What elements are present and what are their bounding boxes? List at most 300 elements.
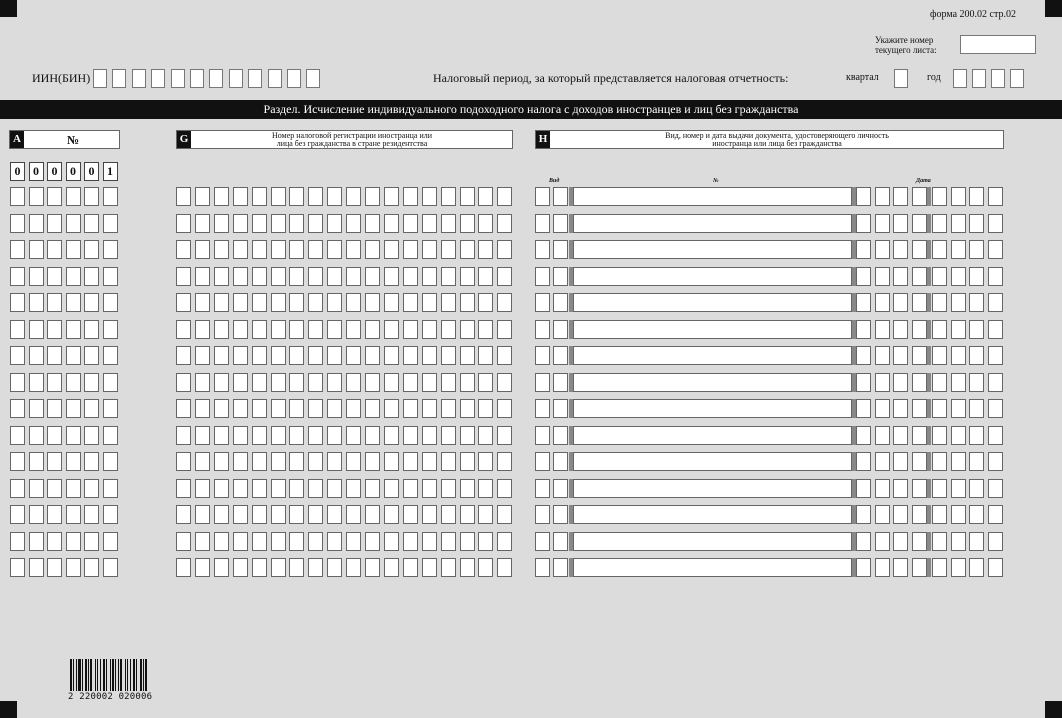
row-number-cell[interactable] (10, 532, 25, 551)
date-year-cell[interactable] (988, 452, 1003, 471)
tax-registration-cell[interactable] (233, 240, 248, 259)
date-year-cell[interactable] (988, 505, 1003, 524)
date-year-cell[interactable] (988, 214, 1003, 233)
date-day-cell[interactable] (875, 293, 890, 312)
row-number-cell[interactable] (84, 293, 99, 312)
document-number-field[interactable] (573, 214, 852, 233)
tax-registration-cell[interactable] (384, 346, 399, 365)
row-number-cell[interactable] (103, 320, 118, 339)
tax-registration-cell[interactable] (308, 240, 323, 259)
date-month-cell[interactable] (893, 479, 908, 498)
tax-registration-cell[interactable] (346, 479, 361, 498)
tax-registration-cell[interactable] (271, 346, 286, 365)
tax-registration-cell[interactable] (346, 346, 361, 365)
row-number-cell[interactable] (103, 373, 118, 392)
date-year-cell[interactable] (969, 293, 984, 312)
row-number-cell[interactable] (66, 373, 81, 392)
tax-registration-cell[interactable] (327, 399, 342, 418)
date-month-cell[interactable] (912, 267, 927, 286)
tax-registration-cell[interactable] (233, 399, 248, 418)
row-number-cell[interactable] (47, 346, 62, 365)
tax-registration-cell[interactable] (327, 240, 342, 259)
date-year-cell[interactable] (951, 267, 966, 286)
tax-registration-cell[interactable] (346, 532, 361, 551)
tax-registration-cell[interactable] (384, 452, 399, 471)
date-year-cell[interactable] (951, 505, 966, 524)
tax-registration-cell[interactable] (365, 373, 380, 392)
tax-registration-cell[interactable] (308, 399, 323, 418)
tax-registration-cell[interactable] (195, 267, 210, 286)
tax-registration-cell[interactable] (403, 267, 418, 286)
tax-registration-cell[interactable] (195, 505, 210, 524)
date-year-cell[interactable] (932, 187, 947, 206)
tax-registration-cell[interactable] (441, 293, 456, 312)
document-kind-cell[interactable] (535, 373, 550, 392)
date-year-cell[interactable] (988, 240, 1003, 259)
tax-registration-cell[interactable] (195, 214, 210, 233)
tax-registration-cell[interactable] (195, 399, 210, 418)
tax-registration-cell[interactable] (233, 558, 248, 577)
document-number-field[interactable] (573, 505, 852, 524)
date-month-cell[interactable] (912, 346, 927, 365)
row-number-cell[interactable] (66, 267, 81, 286)
date-year-cell[interactable] (951, 240, 966, 259)
document-number-field[interactable] (573, 399, 852, 418)
row-number-cell[interactable] (29, 426, 44, 445)
document-number-field[interactable] (573, 293, 852, 312)
date-year-cell[interactable] (951, 426, 966, 445)
date-year-cell[interactable] (951, 187, 966, 206)
row-number-cell[interactable] (103, 214, 118, 233)
tax-registration-cell[interactable] (365, 399, 380, 418)
date-year-cell[interactable] (969, 399, 984, 418)
iin-digit-box[interactable] (93, 69, 107, 88)
tax-registration-cell[interactable] (195, 373, 210, 392)
date-month-cell[interactable] (912, 532, 927, 551)
document-kind-cell[interactable] (535, 532, 550, 551)
date-day-cell[interactable] (856, 479, 871, 498)
row-number-cell[interactable] (47, 558, 62, 577)
tax-registration-cell[interactable] (327, 267, 342, 286)
tax-registration-cell[interactable] (252, 373, 267, 392)
date-year-cell[interactable] (988, 187, 1003, 206)
tax-registration-cell[interactable] (346, 505, 361, 524)
date-month-cell[interactable] (893, 214, 908, 233)
tax-registration-cell[interactable] (478, 426, 493, 445)
tax-registration-cell[interactable] (365, 426, 380, 445)
row-number-cell[interactable] (10, 187, 25, 206)
tax-registration-cell[interactable] (365, 532, 380, 551)
tax-registration-cell[interactable] (308, 505, 323, 524)
tax-registration-cell[interactable] (308, 373, 323, 392)
row-number-cell[interactable] (47, 373, 62, 392)
date-year-cell[interactable] (969, 346, 984, 365)
tax-registration-cell[interactable] (176, 532, 191, 551)
date-day-cell[interactable] (856, 320, 871, 339)
date-month-cell[interactable] (912, 505, 927, 524)
row-number-cell[interactable] (103, 532, 118, 551)
tax-registration-cell[interactable] (327, 320, 342, 339)
tax-registration-cell[interactable] (233, 505, 248, 524)
date-year-cell[interactable] (932, 240, 947, 259)
row-number-cell[interactable] (29, 479, 44, 498)
tax-registration-cell[interactable] (441, 505, 456, 524)
tax-registration-cell[interactable] (403, 373, 418, 392)
date-year-cell[interactable] (988, 293, 1003, 312)
iin-digit-box[interactable] (151, 69, 165, 88)
date-year-cell[interactable] (969, 373, 984, 392)
date-day-cell[interactable] (856, 214, 871, 233)
tax-registration-cell[interactable] (252, 532, 267, 551)
date-day-cell[interactable] (856, 373, 871, 392)
tax-registration-cell[interactable] (384, 293, 399, 312)
tax-registration-cell[interactable] (252, 426, 267, 445)
tax-registration-cell[interactable] (214, 373, 229, 392)
date-year-cell[interactable] (932, 452, 947, 471)
tax-registration-cell[interactable] (233, 214, 248, 233)
row-number-cell[interactable] (29, 293, 44, 312)
tax-registration-cell[interactable] (497, 558, 512, 577)
document-kind-cell[interactable] (553, 187, 568, 206)
tax-registration-cell[interactable] (422, 293, 437, 312)
document-kind-cell[interactable] (535, 187, 550, 206)
row-number-cell[interactable] (103, 240, 118, 259)
tax-registration-cell[interactable] (346, 240, 361, 259)
tax-registration-cell[interactable] (214, 558, 229, 577)
tax-registration-cell[interactable] (289, 426, 304, 445)
tax-registration-cell[interactable] (252, 558, 267, 577)
tax-registration-cell[interactable] (289, 267, 304, 286)
row-number-cell[interactable] (66, 293, 81, 312)
date-day-cell[interactable] (875, 267, 890, 286)
document-kind-cell[interactable] (553, 426, 568, 445)
row-number-cell[interactable] (10, 452, 25, 471)
tax-registration-cell[interactable] (327, 505, 342, 524)
tax-registration-cell[interactable] (327, 346, 342, 365)
date-year-cell[interactable] (932, 267, 947, 286)
date-day-cell[interactable] (875, 373, 890, 392)
tax-registration-cell[interactable] (478, 320, 493, 339)
row-number-cell[interactable] (103, 346, 118, 365)
tax-registration-cell[interactable] (289, 505, 304, 524)
tax-registration-cell[interactable] (478, 240, 493, 259)
row-number-cell[interactable] (47, 426, 62, 445)
tax-registration-cell[interactable] (346, 373, 361, 392)
tax-registration-cell[interactable] (308, 426, 323, 445)
date-day-cell[interactable] (875, 479, 890, 498)
row-number-cell[interactable] (103, 399, 118, 418)
date-year-cell[interactable] (951, 293, 966, 312)
row-number-cell[interactable] (29, 346, 44, 365)
document-kind-cell[interactable] (535, 240, 550, 259)
document-kind-cell[interactable] (535, 505, 550, 524)
tax-registration-cell[interactable] (195, 240, 210, 259)
tax-registration-cell[interactable] (252, 399, 267, 418)
tax-registration-cell[interactable] (233, 373, 248, 392)
date-year-cell[interactable] (951, 399, 966, 418)
date-day-cell[interactable] (875, 532, 890, 551)
date-year-cell[interactable] (951, 214, 966, 233)
tax-registration-cell[interactable] (497, 373, 512, 392)
tax-registration-cell[interactable] (384, 187, 399, 206)
tax-registration-cell[interactable] (308, 346, 323, 365)
row-number-cell[interactable] (66, 426, 81, 445)
date-month-cell[interactable] (912, 320, 927, 339)
iin-digit-box[interactable] (287, 69, 301, 88)
row-number-cell[interactable] (84, 346, 99, 365)
document-kind-cell[interactable] (535, 267, 550, 286)
tax-registration-cell[interactable] (441, 346, 456, 365)
tax-registration-cell[interactable] (233, 267, 248, 286)
tax-registration-cell[interactable] (403, 399, 418, 418)
date-year-cell[interactable] (969, 479, 984, 498)
tax-registration-cell[interactable] (478, 187, 493, 206)
document-number-field[interactable] (573, 426, 852, 445)
tax-registration-cell[interactable] (308, 214, 323, 233)
tax-registration-cell[interactable] (327, 426, 342, 445)
date-month-cell[interactable] (912, 479, 927, 498)
row-number-cell[interactable] (29, 532, 44, 551)
row-number-cell[interactable] (84, 187, 99, 206)
date-day-cell[interactable] (875, 452, 890, 471)
tax-registration-cell[interactable] (289, 320, 304, 339)
tax-registration-cell[interactable] (271, 293, 286, 312)
row-number-cell[interactable] (66, 320, 81, 339)
iin-digit-box[interactable] (132, 69, 146, 88)
document-kind-cell[interactable] (553, 240, 568, 259)
date-day-cell[interactable] (875, 346, 890, 365)
tax-registration-cell[interactable] (497, 293, 512, 312)
row-number-cell[interactable] (103, 267, 118, 286)
date-month-cell[interactable] (912, 558, 927, 577)
row-number-cell[interactable] (103, 452, 118, 471)
row-number-cell[interactable] (84, 479, 99, 498)
tax-registration-cell[interactable] (195, 346, 210, 365)
date-month-cell[interactable] (893, 240, 908, 259)
tax-registration-cell[interactable] (422, 505, 437, 524)
document-kind-cell[interactable] (535, 558, 550, 577)
date-year-cell[interactable] (988, 320, 1003, 339)
tax-registration-cell[interactable] (308, 532, 323, 551)
tax-registration-cell[interactable] (289, 293, 304, 312)
row-number-cell[interactable] (103, 558, 118, 577)
document-number-field[interactable] (573, 532, 852, 551)
row-number-cell[interactable] (47, 452, 62, 471)
tax-registration-cell[interactable] (176, 505, 191, 524)
row-number-cell[interactable] (84, 505, 99, 524)
date-year-cell[interactable] (951, 558, 966, 577)
tax-registration-cell[interactable] (289, 214, 304, 233)
tax-registration-cell[interactable] (460, 293, 475, 312)
tax-registration-cell[interactable] (252, 187, 267, 206)
tax-registration-cell[interactable] (176, 558, 191, 577)
tax-registration-cell[interactable] (346, 452, 361, 471)
tax-registration-cell[interactable] (346, 214, 361, 233)
tax-registration-cell[interactable] (403, 346, 418, 365)
tax-registration-cell[interactable] (176, 293, 191, 312)
tax-registration-cell[interactable] (365, 558, 380, 577)
tax-registration-cell[interactable] (346, 267, 361, 286)
document-kind-cell[interactable] (535, 320, 550, 339)
row-number-cell[interactable] (29, 320, 44, 339)
document-kind-cell[interactable] (553, 320, 568, 339)
date-month-cell[interactable] (893, 293, 908, 312)
date-month-cell[interactable] (912, 399, 927, 418)
tax-registration-cell[interactable] (176, 267, 191, 286)
document-number-field[interactable] (573, 267, 852, 286)
tax-registration-cell[interactable] (478, 532, 493, 551)
tax-registration-cell[interactable] (289, 558, 304, 577)
tax-registration-cell[interactable] (460, 240, 475, 259)
date-year-cell[interactable] (988, 399, 1003, 418)
tax-registration-cell[interactable] (327, 479, 342, 498)
tax-registration-cell[interactable] (327, 558, 342, 577)
document-kind-cell[interactable] (553, 346, 568, 365)
tax-registration-cell[interactable] (308, 452, 323, 471)
date-day-cell[interactable] (875, 399, 890, 418)
row-number-cell[interactable] (66, 346, 81, 365)
tax-registration-cell[interactable] (384, 505, 399, 524)
date-year-cell[interactable] (988, 532, 1003, 551)
tax-registration-cell[interactable] (214, 214, 229, 233)
tax-registration-cell[interactable] (271, 214, 286, 233)
tax-registration-cell[interactable] (478, 479, 493, 498)
row-number-cell[interactable] (10, 426, 25, 445)
tax-registration-cell[interactable] (233, 320, 248, 339)
row-number-cell[interactable] (47, 320, 62, 339)
tax-registration-cell[interactable] (327, 293, 342, 312)
date-year-cell[interactable] (988, 479, 1003, 498)
tax-registration-cell[interactable] (384, 399, 399, 418)
tax-registration-cell[interactable] (441, 426, 456, 445)
row-number-cell[interactable] (10, 267, 25, 286)
tax-registration-cell[interactable] (346, 320, 361, 339)
date-month-cell[interactable] (912, 214, 927, 233)
tax-registration-cell[interactable] (422, 558, 437, 577)
row-number-cell[interactable] (84, 558, 99, 577)
tax-registration-cell[interactable] (384, 558, 399, 577)
tax-registration-cell[interactable] (214, 187, 229, 206)
tax-registration-cell[interactable] (195, 452, 210, 471)
year-digit-box[interactable] (1010, 69, 1024, 88)
tax-registration-cell[interactable] (460, 320, 475, 339)
tax-registration-cell[interactable] (460, 267, 475, 286)
tax-registration-cell[interactable] (422, 426, 437, 445)
date-day-cell[interactable] (875, 214, 890, 233)
tax-registration-cell[interactable] (289, 346, 304, 365)
row-number-cell[interactable] (29, 399, 44, 418)
row-number-cell[interactable] (66, 399, 81, 418)
document-kind-cell[interactable] (535, 426, 550, 445)
tax-registration-cell[interactable] (422, 346, 437, 365)
tax-registration-cell[interactable] (460, 346, 475, 365)
date-year-cell[interactable] (932, 320, 947, 339)
tax-registration-cell[interactable] (478, 399, 493, 418)
tax-registration-cell[interactable] (441, 373, 456, 392)
tax-registration-cell[interactable] (252, 267, 267, 286)
tax-registration-cell[interactable] (422, 479, 437, 498)
tax-registration-cell[interactable] (441, 452, 456, 471)
document-number-field[interactable] (573, 452, 852, 471)
tax-registration-cell[interactable] (478, 505, 493, 524)
tax-registration-cell[interactable] (422, 187, 437, 206)
date-day-cell[interactable] (875, 558, 890, 577)
tax-registration-cell[interactable] (176, 373, 191, 392)
tax-registration-cell[interactable] (233, 479, 248, 498)
row-number-cell[interactable] (47, 240, 62, 259)
tax-registration-cell[interactable] (441, 479, 456, 498)
tax-registration-cell[interactable] (460, 187, 475, 206)
tax-registration-cell[interactable] (460, 479, 475, 498)
date-year-cell[interactable] (988, 426, 1003, 445)
iin-digit-box[interactable] (171, 69, 185, 88)
tax-registration-cell[interactable] (214, 346, 229, 365)
row-number-cell[interactable] (84, 532, 99, 551)
date-day-cell[interactable] (856, 532, 871, 551)
tax-registration-cell[interactable] (365, 293, 380, 312)
tax-registration-cell[interactable] (214, 399, 229, 418)
row-number-cell[interactable] (47, 532, 62, 551)
tax-registration-cell[interactable] (271, 320, 286, 339)
document-kind-cell[interactable] (535, 479, 550, 498)
tax-registration-cell[interactable] (271, 479, 286, 498)
row-number-cell[interactable] (103, 293, 118, 312)
tax-registration-cell[interactable] (384, 373, 399, 392)
date-day-cell[interactable] (856, 240, 871, 259)
date-month-cell[interactable] (893, 399, 908, 418)
document-number-field[interactable] (573, 187, 852, 206)
row-number-cell[interactable] (103, 505, 118, 524)
tax-registration-cell[interactable] (460, 452, 475, 471)
tax-registration-cell[interactable] (497, 505, 512, 524)
date-day-cell[interactable] (856, 399, 871, 418)
document-kind-cell[interactable] (553, 505, 568, 524)
row-number-cell[interactable] (47, 479, 62, 498)
tax-registration-cell[interactable] (403, 426, 418, 445)
iin-digit-box[interactable] (248, 69, 262, 88)
tax-registration-cell[interactable] (422, 532, 437, 551)
tax-registration-cell[interactable] (308, 558, 323, 577)
tax-registration-cell[interactable] (460, 505, 475, 524)
tax-registration-cell[interactable] (478, 373, 493, 392)
document-number-field[interactable] (573, 240, 852, 259)
row-number-cell[interactable] (66, 505, 81, 524)
tax-registration-cell[interactable] (176, 346, 191, 365)
date-day-cell[interactable] (856, 558, 871, 577)
tax-registration-cell[interactable] (176, 452, 191, 471)
tax-registration-cell[interactable] (460, 558, 475, 577)
tax-registration-cell[interactable] (271, 452, 286, 471)
tax-registration-cell[interactable] (176, 426, 191, 445)
tax-registration-cell[interactable] (289, 240, 304, 259)
quarter-field[interactable] (894, 69, 908, 88)
iin-digit-box[interactable] (112, 69, 126, 88)
date-day-cell[interactable] (875, 240, 890, 259)
tax-registration-cell[interactable] (497, 426, 512, 445)
date-day-cell[interactable] (875, 187, 890, 206)
date-year-cell[interactable] (969, 267, 984, 286)
document-kind-cell[interactable] (553, 373, 568, 392)
row-number-cell[interactable] (66, 187, 81, 206)
tax-registration-cell[interactable] (422, 240, 437, 259)
tax-registration-cell[interactable] (497, 399, 512, 418)
tax-registration-cell[interactable] (384, 214, 399, 233)
tax-registration-cell[interactable] (289, 532, 304, 551)
date-month-cell[interactable] (912, 293, 927, 312)
tax-registration-cell[interactable] (289, 399, 304, 418)
date-year-cell[interactable] (932, 505, 947, 524)
document-kind-cell[interactable] (553, 267, 568, 286)
